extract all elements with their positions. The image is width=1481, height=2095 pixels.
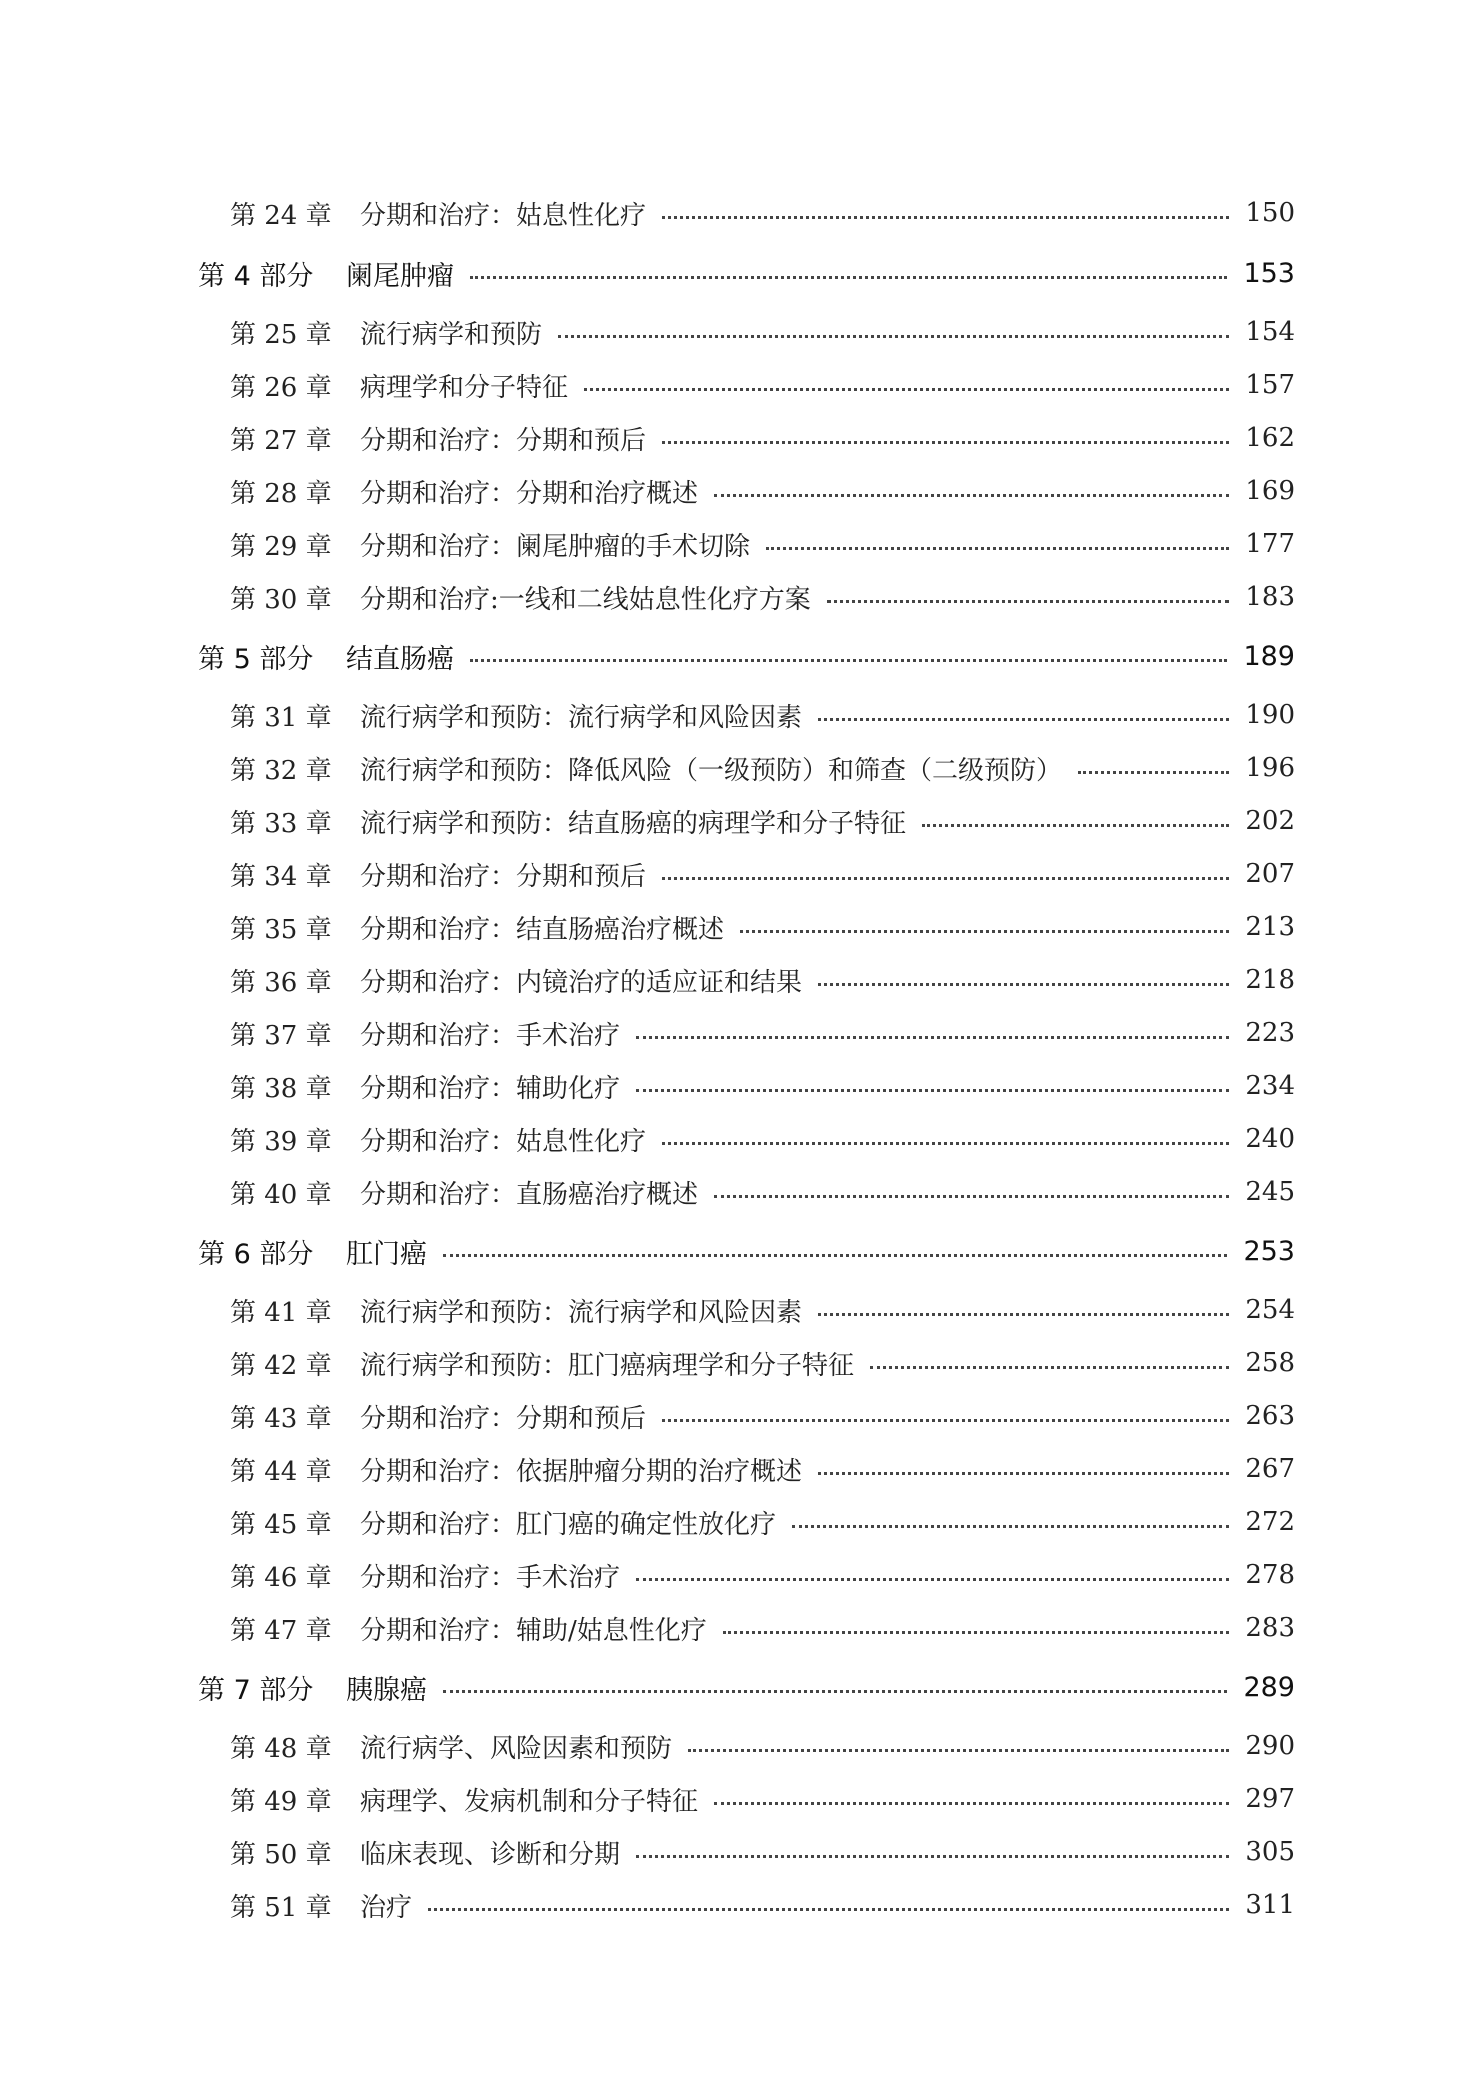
toc-entry[interactable] (230, 1779, 1295, 1819)
entry-page: 267 (1245, 1454, 1295, 1484)
entry-title: 分期和治疗:一线和二线姑息性化疗方案 (360, 584, 811, 615)
dot-leader (470, 276, 1227, 279)
toc-entry[interactable] (230, 1726, 1295, 1766)
dot-leader (1078, 771, 1229, 774)
dot-leader (827, 600, 1229, 603)
toc-entry[interactable] (230, 1608, 1295, 1648)
entry-number: 第 51 章 (230, 1892, 332, 1923)
entry-page: 157 (1245, 370, 1295, 400)
entry-number: 第 41 章 (230, 1297, 332, 1328)
dot-leader (818, 718, 1229, 721)
toc-entry[interactable] (230, 577, 1295, 617)
toc-entry[interactable] (230, 1013, 1295, 1053)
entry-page: 153 (1243, 257, 1295, 289)
entry-number: 第 28 章 (230, 478, 332, 509)
entry-page: 190 (1245, 700, 1295, 730)
entry-title: 分期和治疗：肛门癌的确定性放化疗 (360, 1509, 777, 1540)
toc-part-entry[interactable] (198, 253, 1295, 293)
toc-entry[interactable] (230, 524, 1295, 564)
toc-entry[interactable] (230, 471, 1295, 511)
toc-part-entry[interactable] (198, 636, 1295, 676)
entry-page: 202 (1245, 806, 1295, 836)
toc-entry[interactable] (230, 1290, 1295, 1330)
toc-entry[interactable] (230, 1343, 1295, 1383)
entry-page: 189 (1243, 640, 1295, 672)
entry-page: 169 (1245, 476, 1295, 506)
entry-page: 177 (1245, 529, 1295, 559)
entry-title: 流行病学和预防 (360, 319, 543, 350)
entry-page: 150 (1245, 198, 1295, 228)
entry-number: 第 7 部分 (198, 1674, 314, 1706)
entry-page: 223 (1245, 1018, 1295, 1048)
dot-leader (428, 1908, 1229, 1911)
entry-title: 流行病学和预防：结直肠癌的病理学和分子特征 (360, 808, 907, 839)
entry-title: 分期和治疗：分期和预后 (360, 1403, 647, 1434)
dot-leader (740, 930, 1229, 933)
entry-number: 第 48 章 (230, 1733, 332, 1764)
entry-page: 240 (1245, 1124, 1295, 1154)
entry-page: 183 (1245, 582, 1295, 612)
dot-leader (443, 1690, 1227, 1693)
dot-leader (688, 1749, 1229, 1752)
entry-title: 流行病学和预防：流行病学和风险因素 (360, 1297, 803, 1328)
entry-title: 肛门癌 (346, 1238, 427, 1270)
dot-leader (714, 494, 1229, 497)
entry-title: 治疗 (360, 1892, 413, 1923)
dot-leader (714, 1802, 1229, 1805)
dot-leader (636, 1578, 1229, 1581)
entry-title: 分期和治疗：阑尾肿瘤的手术切除 (360, 531, 751, 562)
entry-number: 第 38 章 (230, 1073, 332, 1104)
dot-leader (662, 1419, 1229, 1422)
entry-page: 254 (1245, 1295, 1295, 1325)
toc-entry[interactable] (230, 1885, 1295, 1925)
entry-page: 207 (1245, 859, 1295, 889)
entry-number: 第 32 章 (230, 755, 332, 786)
entry-title: 流行病学和预防：降低风险（一级预防）和筛查（二级预防） (360, 755, 1063, 786)
entry-number: 第 39 章 (230, 1126, 332, 1157)
toc-entry[interactable] (230, 907, 1295, 947)
entry-page: 283 (1245, 1613, 1295, 1643)
entry-title: 分期和治疗：姑息性化疗 (360, 200, 647, 231)
entry-number: 第 47 章 (230, 1615, 332, 1646)
entry-title: 病理学、发病机制和分子特征 (360, 1786, 699, 1817)
entry-number: 第 4 部分 (198, 260, 314, 292)
entry-number: 第 49 章 (230, 1786, 332, 1817)
entry-title: 流行病学和预防：流行病学和风险因素 (360, 702, 803, 733)
entry-title: 分期和治疗：辅助化疗 (360, 1073, 621, 1104)
dot-leader (662, 1142, 1229, 1145)
entry-page: 213 (1245, 912, 1295, 942)
entry-page: 253 (1243, 1235, 1295, 1267)
entry-page: 297 (1245, 1784, 1295, 1814)
entry-title: 临床表现、诊断和分期 (360, 1839, 621, 1870)
entry-number: 第 34 章 (230, 861, 332, 892)
toc-entry[interactable] (230, 365, 1295, 405)
entry-title: 分期和治疗：结直肠癌治疗概述 (360, 914, 725, 945)
entry-number: 第 50 章 (230, 1839, 332, 1870)
entry-page: 311 (1245, 1890, 1295, 1920)
toc-entry[interactable] (230, 418, 1295, 458)
dot-leader (818, 1472, 1229, 1475)
entry-number: 第 44 章 (230, 1456, 332, 1487)
toc-entry[interactable] (230, 748, 1295, 788)
entry-page: 245 (1245, 1177, 1295, 1207)
dot-leader (818, 983, 1229, 986)
entry-title: 流行病学和预防：肛门癌病理学和分子特征 (360, 1350, 855, 1381)
dot-leader (818, 1313, 1229, 1316)
entry-title: 流行病学、风险因素和预防 (360, 1733, 673, 1764)
toc-entry[interactable] (230, 695, 1295, 735)
entry-title: 分期和治疗：分期和治疗概述 (360, 478, 699, 509)
entry-title: 阑尾肿瘤 (346, 260, 454, 292)
entry-title: 分期和治疗：直肠癌治疗概述 (360, 1179, 699, 1210)
entry-title: 分期和治疗：依据肿瘤分期的治疗概述 (360, 1456, 803, 1487)
entry-number: 第 46 章 (230, 1562, 332, 1593)
dot-leader (766, 547, 1229, 550)
dot-leader (443, 1254, 1227, 1257)
entry-title: 分期和治疗：辅助/姑息性化疗 (360, 1615, 707, 1646)
entry-page: 258 (1245, 1348, 1295, 1378)
entry-title: 病理学和分子特征 (360, 372, 569, 403)
entry-title: 分期和治疗：手术治疗 (360, 1562, 621, 1593)
entry-page: 154 (1245, 317, 1295, 347)
entry-page: 305 (1245, 1837, 1295, 1867)
entry-page: 289 (1243, 1671, 1295, 1703)
entry-page: 234 (1245, 1071, 1295, 1101)
dot-leader (662, 877, 1229, 880)
dot-leader (470, 659, 1227, 662)
entry-number: 第 29 章 (230, 531, 332, 562)
toc-entry[interactable] (230, 1832, 1295, 1872)
entry-number: 第 33 章 (230, 808, 332, 839)
toc-entry[interactable] (230, 1502, 1295, 1542)
entry-number: 第 37 章 (230, 1020, 332, 1051)
entry-title: 分期和治疗：分期和预后 (360, 861, 647, 892)
dot-leader (636, 1036, 1229, 1039)
dot-leader (662, 216, 1229, 219)
toc-part-entry[interactable] (198, 1231, 1295, 1271)
toc-entry[interactable] (230, 1172, 1295, 1212)
entry-number: 第 31 章 (230, 702, 332, 733)
toc-entry[interactable] (230, 1396, 1295, 1436)
entry-number: 第 36 章 (230, 967, 332, 998)
entry-number: 第 6 部分 (198, 1238, 314, 1270)
entry-title: 胰腺癌 (346, 1674, 427, 1706)
dot-leader (922, 824, 1229, 827)
toc-entry[interactable] (230, 1449, 1295, 1489)
entry-number: 第 35 章 (230, 914, 332, 945)
entry-number: 第 42 章 (230, 1350, 332, 1381)
entry-title: 分期和治疗：姑息性化疗 (360, 1126, 647, 1157)
entry-title: 分期和治疗：内镜治疗的适应证和结果 (360, 967, 803, 998)
entry-title: 分期和治疗：手术治疗 (360, 1020, 621, 1051)
entry-number: 第 25 章 (230, 319, 332, 350)
entry-number: 第 24 章 (230, 200, 332, 231)
dot-leader (714, 1195, 1229, 1198)
entry-number: 第 30 章 (230, 584, 332, 615)
dot-leader (792, 1525, 1229, 1528)
entry-number: 第 43 章 (230, 1403, 332, 1434)
toc-entry[interactable] (230, 312, 1295, 352)
dot-leader (636, 1089, 1229, 1092)
toc-entry[interactable] (230, 854, 1295, 894)
entry-number: 第 45 章 (230, 1509, 332, 1540)
entry-number: 第 27 章 (230, 425, 332, 456)
toc-part-entry[interactable] (198, 1667, 1295, 1707)
toc-entry[interactable] (230, 1555, 1295, 1595)
dot-leader (636, 1855, 1229, 1858)
dot-leader (723, 1631, 1229, 1634)
entry-page: 290 (1245, 1731, 1295, 1761)
entry-page: 162 (1245, 423, 1295, 453)
entry-page: 263 (1245, 1401, 1295, 1431)
entry-number: 第 26 章 (230, 372, 332, 403)
entry-title: 分期和治疗：分期和预后 (360, 425, 647, 456)
dot-leader (558, 335, 1229, 338)
entry-number: 第 40 章 (230, 1179, 332, 1210)
dot-leader (584, 388, 1229, 391)
entry-page: 196 (1245, 753, 1295, 783)
toc-entry[interactable] (230, 1119, 1295, 1159)
entry-title: 结直肠癌 (346, 643, 454, 675)
entry-page: 278 (1245, 1560, 1295, 1590)
entry-page: 218 (1245, 965, 1295, 995)
toc-entry[interactable] (230, 193, 1295, 233)
dot-leader (870, 1366, 1229, 1369)
toc-entry[interactable] (230, 801, 1295, 841)
entry-page: 272 (1245, 1507, 1295, 1537)
toc-entry[interactable] (230, 1066, 1295, 1106)
toc-entry[interactable] (230, 960, 1295, 1000)
dot-leader (662, 441, 1229, 444)
entry-number: 第 5 部分 (198, 643, 314, 675)
